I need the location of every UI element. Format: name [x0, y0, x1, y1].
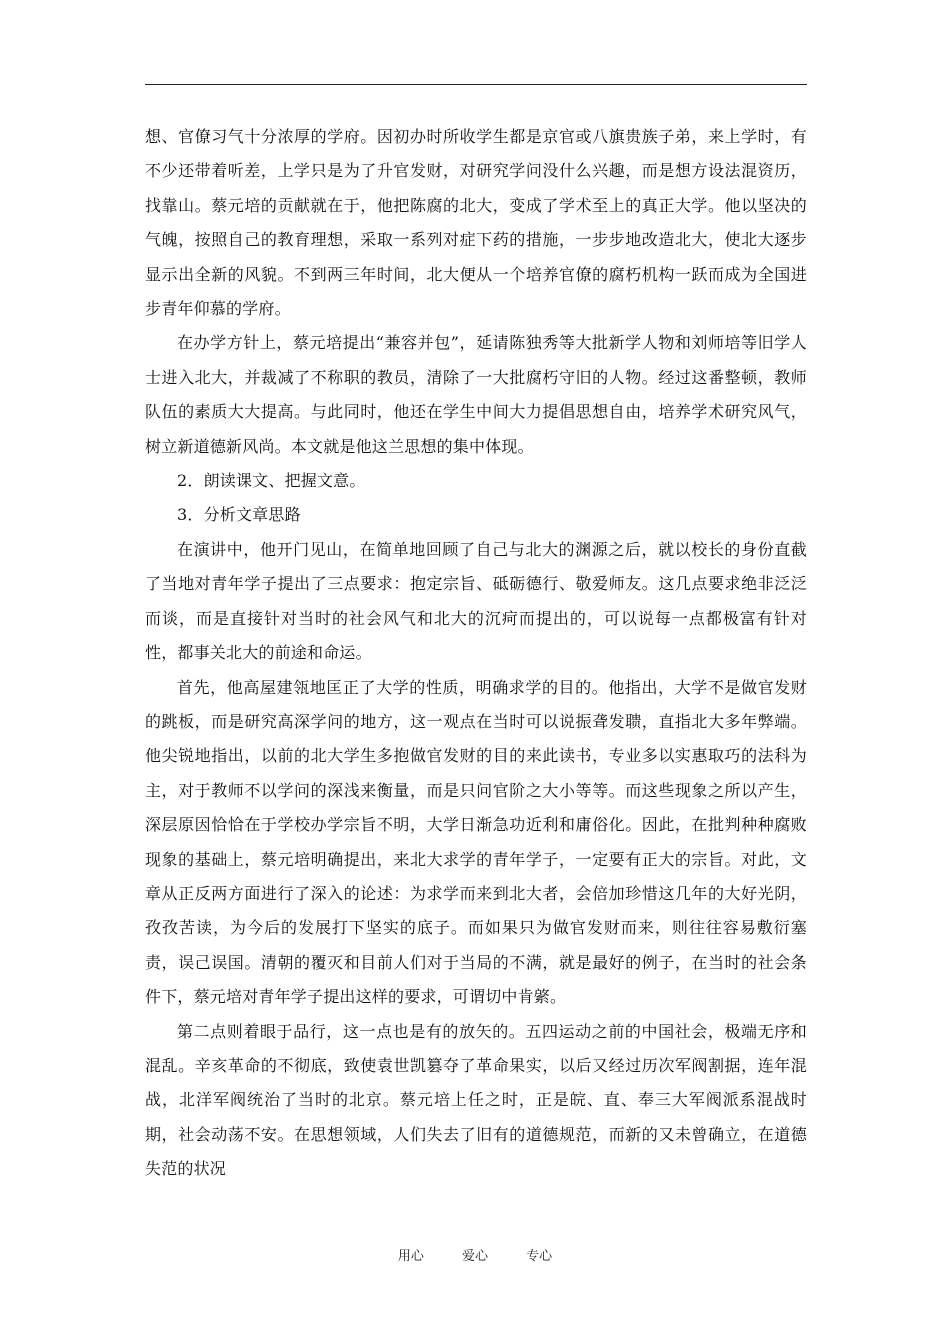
- header-rule: [145, 84, 807, 85]
- footer-item-1: 用心: [397, 1249, 424, 1264]
- section-heading-3: 3．分析文章思路: [177, 505, 301, 525]
- footer-item-2: 爱心: [461, 1249, 488, 1264]
- section-heading-2: 2．朗读课文、把握文意。: [177, 471, 366, 491]
- paragraph-5: 第二点则着眼于品行，这一点也是有的放矢的。五四运动之前的中国社会，极端无序和混乱。辛亥革命的不彻底，致使袁世凯篡夺了革命果实，以后又经过历次军阀割据，连年混战，北洋军阀统治了当时的北京。蔡元培上任之时，正是皖、直、奉三大军阀派系混战时期，社会动荡不安。在思想领域，人们失去了旧有的道德规范，而新的又未曾确立，在道德失范的状况: [145, 1021, 807, 1179]
- footer-item-3: 专心: [526, 1249, 553, 1264]
- paragraph-3: 在演讲中，他开门见山，在简单地回顾了自己与北大的渊源之后，就以校长的身份直截了当地对青年学子提出了三点要求：抱定宗旨、砥砺德行、敬爱师友。这几点要求绝非泛泛而谈，而是直接针对当时的社会风气和北大的沉疴而提出的，可以说每一点都极富有针对性，都事关北大的前途和命运。: [145, 539, 807, 663]
- document-body: [145, 120, 807, 1187]
- paragraph-4: 首先，他高屋建瓴地匡正了大学的性质，明确求学的目的。他指出，大学不是做官发财的跳板，而是研究高深学问的地方，这一观点在当时可以说振聋发聩，直指北大多年弊端。他尖锐地指出，以前的北大学生多抱做官发财的目的来此读书，专业多以实惠取巧的法科为主，对于教师不以学问的深浅来衡量，而是只问官阶之大小等等。而这些现象之所以产生，深层原因恰恰在于学校办学宗旨不明，大学日渐急功近利和庸俗化。因此，在批判种种腐败现象的基础上，蔡元培明确提出，来北大求学的青年学子，一定要有正大的宗旨。对此，文章从正反两方面进行了深入的论述：为求学而来到北大者，会倍加珍惜这几年的大好光阴，孜孜苦读，为今后的发展打下坚实的底子。而如果只为做官发财而来，则往往容易敷衍塞责，误己误国。清朝的覆灭和目前人们对于当局的不满，就是最好的例子，在当时的社会条件下，蔡元培对青年学子提出这样的要求，可谓切中肯綮。: [145, 677, 807, 1007]
- page-footer: [0, 1248, 950, 1266]
- paragraph-2: 在办学方针上，蔡元培提出“兼容并包”，延请陈独秀等大批新学人物和刘师培等旧学人士进入北大，并裁减了不称职的教员，清除了一大批腐朽守旧的人物。经过这番整顿，教师队伍的素质大大提高。与此同时，他还在学生中间大力提倡思想自由，培养学术研究风气，树立新道德新风尚。本文就是他这兰思想的集中体现。: [145, 333, 807, 456]
- paragraph-1: 想、官僚习气十分浓厚的学府。因初办时所收学生都是京官或八旗贵族子弟，来上学时，有不少还带着听差，上学只是为了升官发财，对研究学问没什么兴趣，而是想方设法混资历，找靠山。蔡元培的贡献就在于，他把陈腐的北大，变成了学术至上的真正大学。他以坚决的气魄，按照自己的教育理想，采取一系列对症下药的措施，一步步地改造北大，使北大逐步显示出全新的风貌。不到两三年时间，北大便从一个培养官僚的腐朽机构一跃而成为全国进步青年仰慕的学府。: [145, 127, 807, 319]
